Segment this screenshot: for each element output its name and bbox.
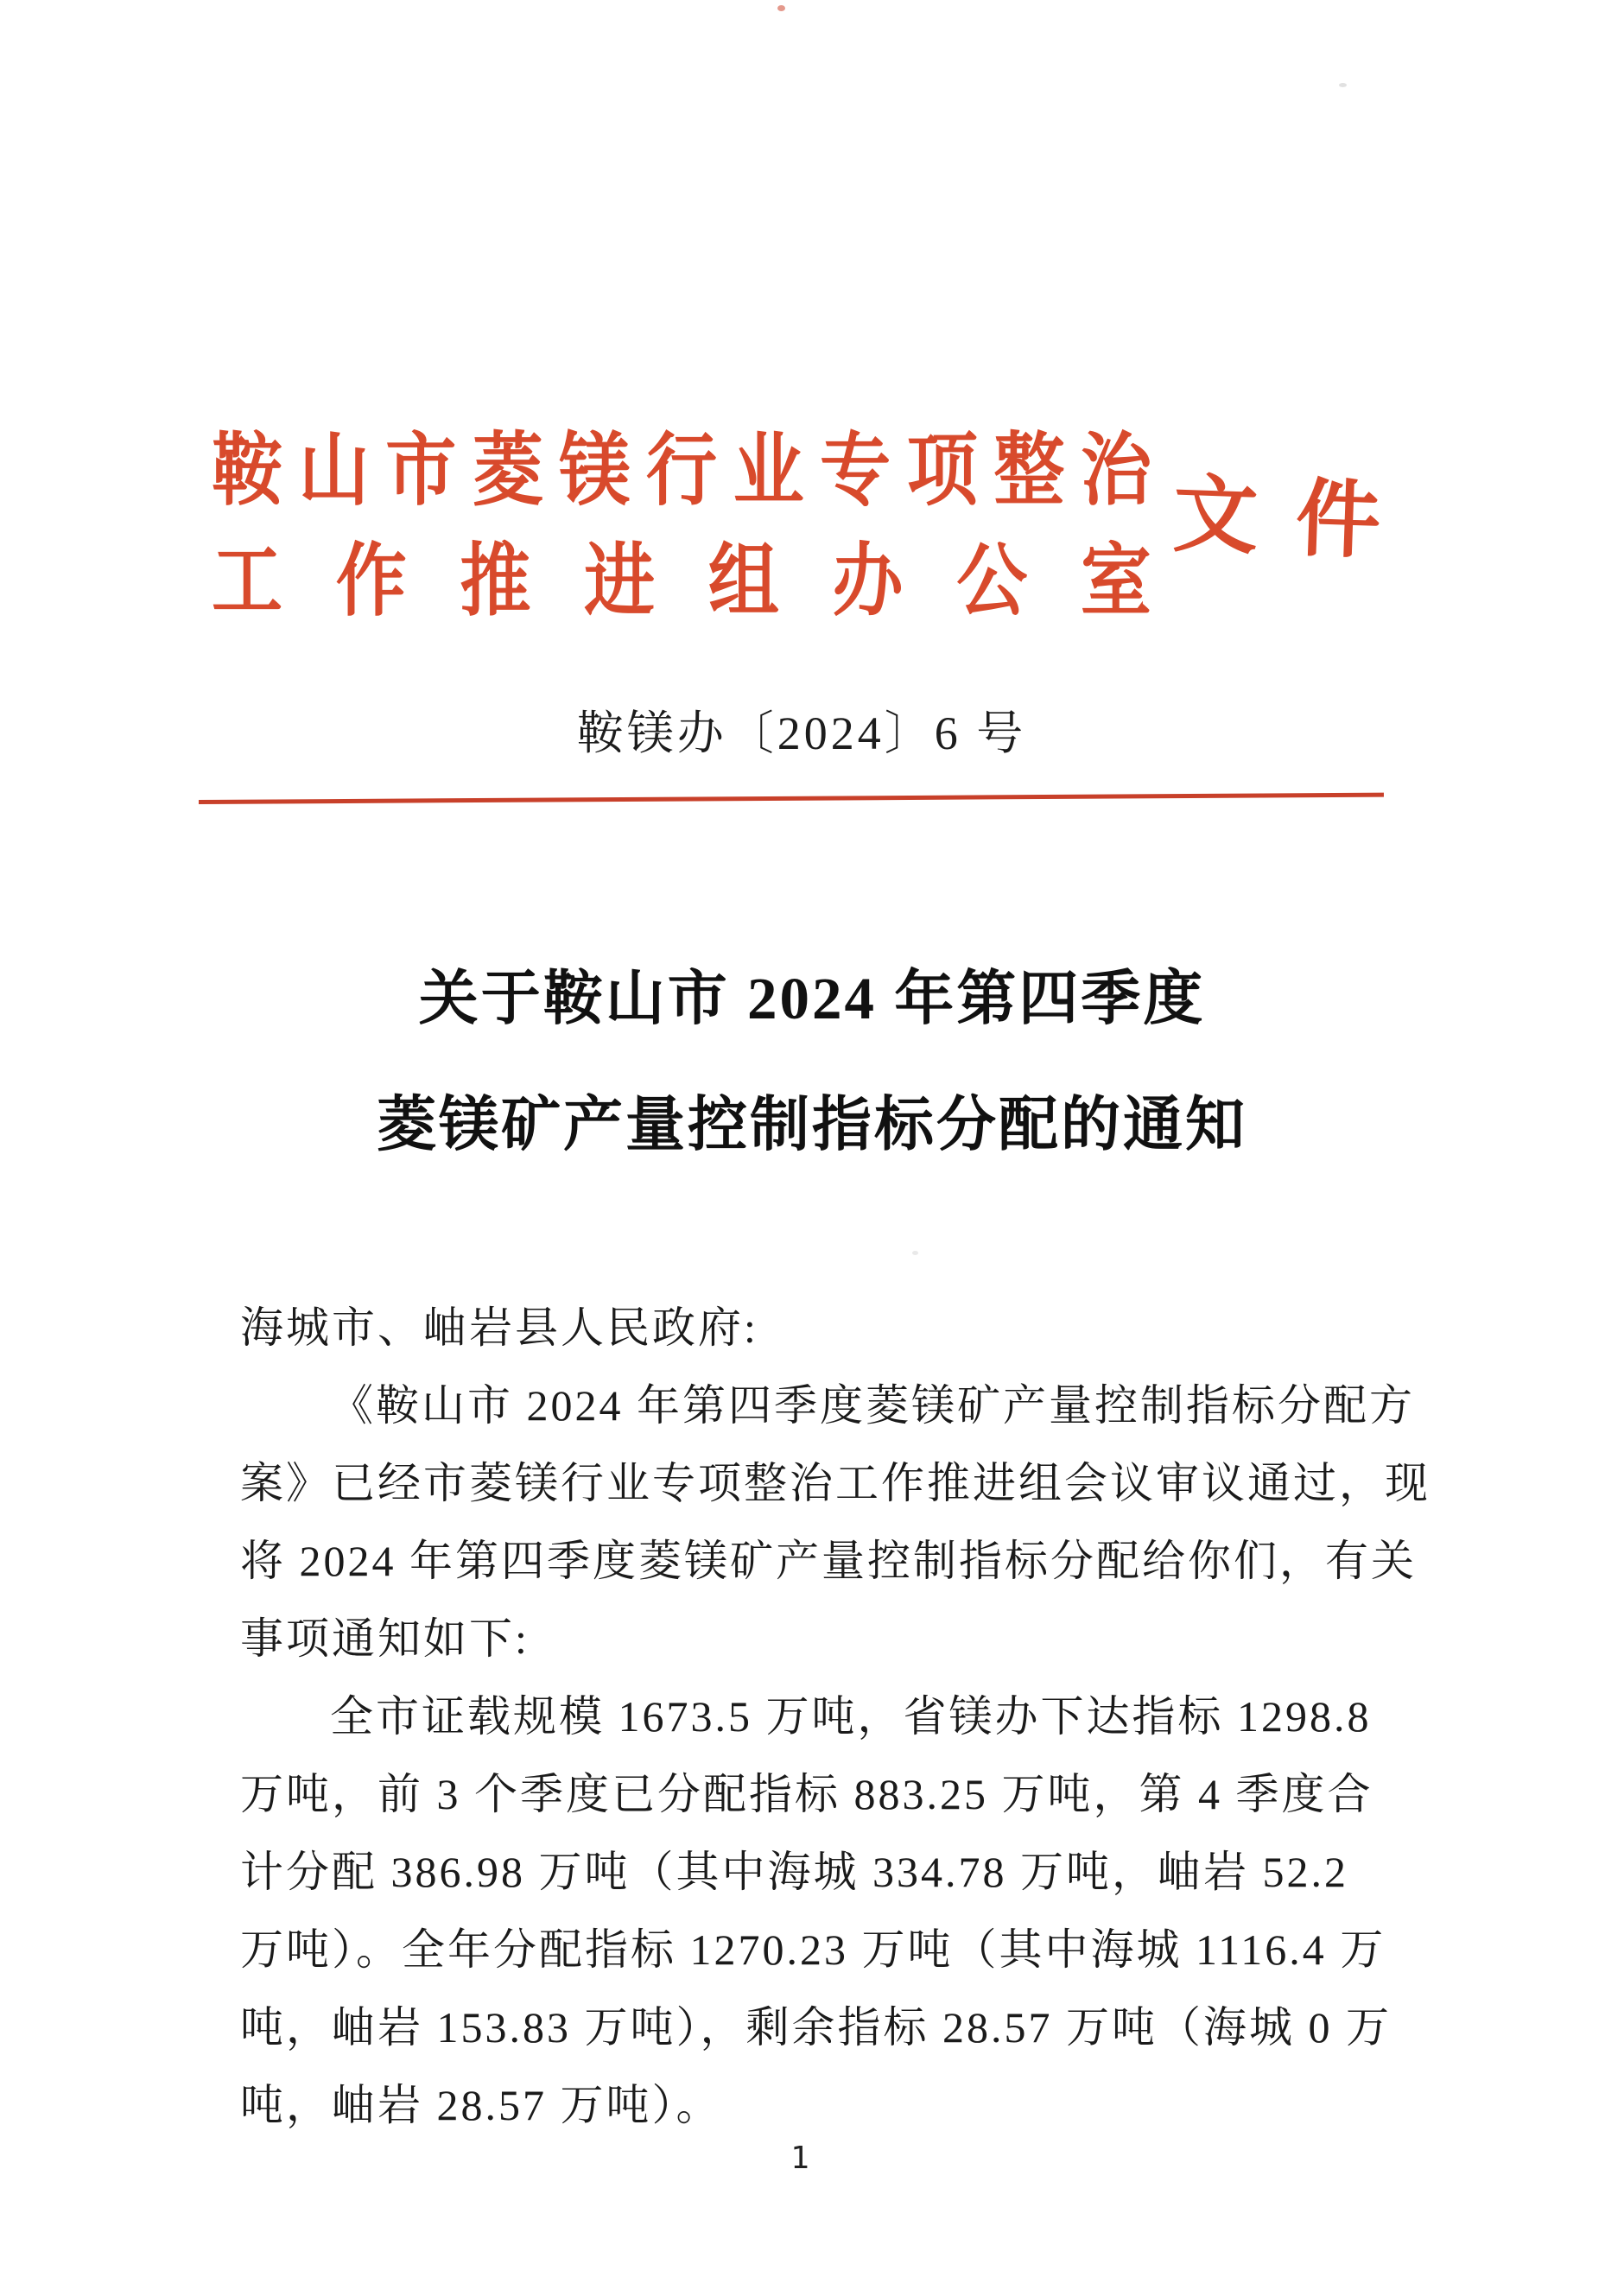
org-name-char: 山 xyxy=(298,427,370,516)
body-line: 万吨，前 3 个季度已分配指标 883.25 万吨，第 4 季度合 xyxy=(240,1770,1373,1818)
body-line: 将 2024 年第四季度菱镁矿产量控制指标分配给你们，有关 xyxy=(240,1537,1417,1585)
document-title-line-2: 菱镁矿产量控制指标分配的通知 xyxy=(377,1092,1247,1158)
org-name-char: 鞍 xyxy=(212,427,283,516)
body-line: 案》已经市菱镁行业专项整治工作推进组会议审议通过，现 xyxy=(240,1459,1431,1507)
org-name-char: 室 xyxy=(1080,537,1151,626)
page-number: 1 xyxy=(790,2141,809,2176)
org-name-char: 市 xyxy=(385,427,457,516)
scan-artifact-speck xyxy=(777,5,785,11)
org-name-char: 推 xyxy=(460,537,531,626)
letterhead-org-name xyxy=(212,427,1151,626)
body-line: 万吨）。全年分配指标 1270.23 万吨（其中海城 1116.4 万 xyxy=(240,1925,1386,1974)
org-name-char: 治 xyxy=(1080,427,1151,516)
org-name-char: 工 xyxy=(212,537,283,626)
body-line: 计分配 386.98 万吨（其中海城 334.78 万吨，岫岩 52.2 xyxy=(240,1848,1348,1896)
org-name-char: 组 xyxy=(707,537,779,626)
org-name-char: 作 xyxy=(335,537,407,626)
org-name-line-2 xyxy=(212,537,1151,626)
scan-artifact-speck xyxy=(912,1251,918,1255)
org-name-char: 进 xyxy=(584,537,656,626)
org-name-char: 菱 xyxy=(472,427,543,516)
document-title-line-1: 关于鞍山市 2024 年第四季度 xyxy=(418,966,1206,1031)
org-name-char: 项 xyxy=(906,427,978,516)
org-name-char: 整 xyxy=(993,427,1065,516)
document-number: 鞍镁办〔2024〕6 号 xyxy=(576,707,1027,759)
org-name-char: 办 xyxy=(832,537,904,626)
body-line: 全市证载规模 1673.5 万吨，省镁办下达指标 1298.8 xyxy=(330,1692,1372,1741)
org-name-line-1 xyxy=(212,427,1151,516)
scan-artifact-speck xyxy=(1339,83,1347,87)
body-line: 吨，岫岩 153.83 万吨），剩余指标 28.57 万吨（海城 0 万 xyxy=(240,2003,1392,2052)
document-body xyxy=(240,1289,1431,2144)
red-divider-line xyxy=(199,793,1384,804)
document-label-char: 件 xyxy=(1294,473,1382,570)
org-name-char: 专 xyxy=(820,427,891,516)
salutation-line: 海城市、岫岩县人民政府: xyxy=(240,1303,758,1352)
org-name-char: 业 xyxy=(733,427,804,516)
org-name-char: 镁 xyxy=(559,427,631,516)
document-label-char: 文 xyxy=(1171,468,1259,566)
body-line: 事项通知如下: xyxy=(240,1614,530,1663)
body-line: 《鞍山市 2024 年第四季度菱镁矿产量控制指标分配方 xyxy=(330,1381,1415,1430)
letterhead-document-label xyxy=(1171,468,1382,570)
org-name-char: 公 xyxy=(956,537,1028,626)
org-name-char: 行 xyxy=(645,427,717,516)
body-line: 吨，岫岩 28.57 万吨）。 xyxy=(240,2081,722,2129)
